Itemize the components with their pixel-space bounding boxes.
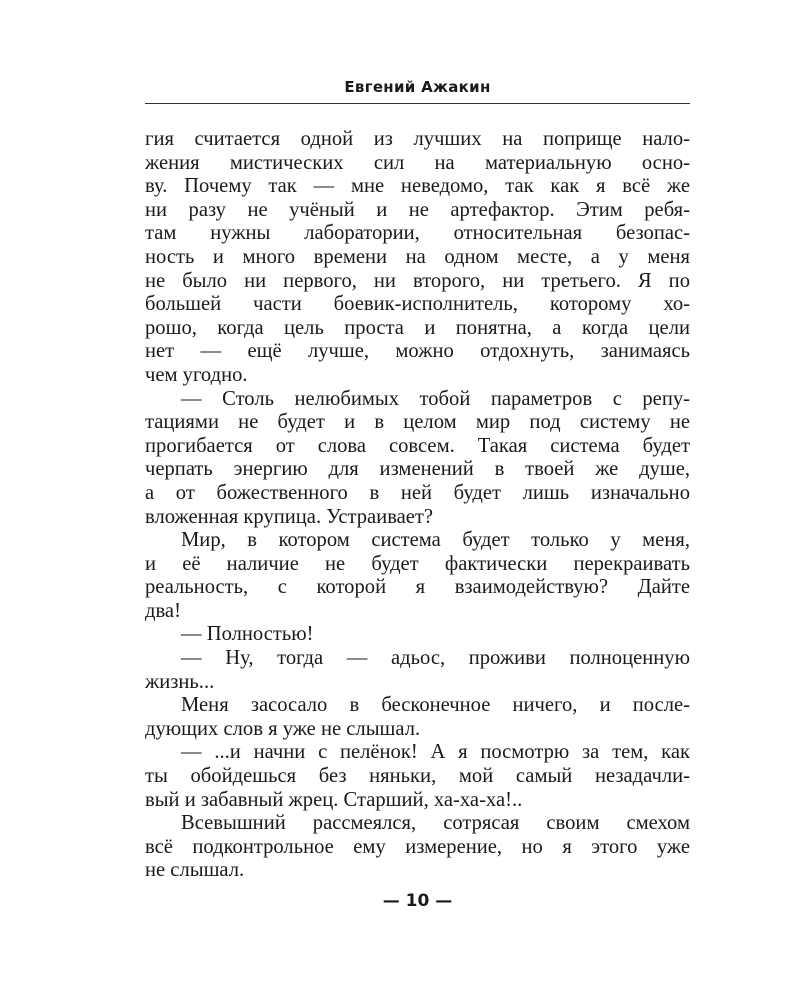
text-line: а от божественного в ней будет лишь изначально bbox=[145, 481, 690, 504]
text-line: всё подконтрольное ему измерение, но я этого уже bbox=[145, 835, 690, 858]
text-line: ность и много времени на одном месте, а у меня bbox=[145, 245, 690, 268]
text-line: вый и забавный жрец. Старший, ха-ха-ха!.. bbox=[145, 788, 523, 811]
text-line: не было ни первого, ни второго, ни третьего. Я по bbox=[145, 269, 690, 292]
header-rule bbox=[145, 103, 690, 104]
text-line: Всевышний рассмеялся, сотрясая своим смехом bbox=[181, 812, 690, 835]
body-text bbox=[145, 128, 690, 883]
text-line: — ...и начни с пелёнок! А я посмотрю за тем, как bbox=[181, 741, 690, 764]
text-line: большей части боевик-исполнитель, которому хо- bbox=[145, 293, 690, 316]
text-line: Мир, в котором система будет только у меня, bbox=[181, 529, 690, 552]
text-line: нет — ещё лучше, можно отдохнуть, занимаясь bbox=[145, 340, 690, 363]
page-number: — 10 — bbox=[382, 891, 453, 911]
text-line: два! bbox=[145, 599, 181, 622]
text-line: жизнь... bbox=[145, 670, 215, 693]
text-line: Меня засосало в бесконечное ничего, и после- bbox=[181, 694, 690, 717]
text-line: рошо, когда цель проста и понятна, а когда цели bbox=[145, 316, 690, 339]
text-line: — Ну, тогда — адьос, проживи полноценную bbox=[181, 647, 690, 670]
running-head-author: Евгений Ажакин bbox=[344, 78, 491, 96]
text-line: гия считается одной из лучших на поприще нало- bbox=[145, 128, 690, 150]
text-line: прогибается от слова совсем. Такая система будет bbox=[145, 434, 690, 457]
text-line: вложенная крупица. Устраивает? bbox=[145, 505, 434, 528]
text-line: — Полностью! bbox=[181, 623, 314, 646]
text-line: жения мистических сил на материальную осно- bbox=[145, 151, 690, 174]
text-line: ни разу не учёный и не артефактор. Этим ребя- bbox=[145, 198, 690, 221]
text-line: ты обойдешься без няньки, мой самый незадачли- bbox=[145, 765, 690, 788]
text-line: не слышал. bbox=[145, 859, 245, 882]
text-line: тациями не будет и в целом мир под систему не bbox=[145, 411, 690, 434]
text-line: и её наличие не будет фактически перекраивать bbox=[145, 552, 690, 575]
text-line: дующих слов я уже не слышал. bbox=[145, 717, 421, 740]
text-line: чем угодно. bbox=[145, 363, 248, 386]
text-line: — Столь нелюбимых тобой параметров с репу- bbox=[181, 387, 690, 410]
text-line: там нужны лаборатории, относительная безопас- bbox=[145, 222, 690, 245]
text-line: ву. Почему так — мне неведомо, так как я всё же bbox=[145, 175, 690, 198]
text-line: реальность, с которой я взаимодействую? Дайте bbox=[145, 576, 690, 599]
text-line: черпать энергию для изменений в твоей же душе, bbox=[145, 458, 690, 481]
